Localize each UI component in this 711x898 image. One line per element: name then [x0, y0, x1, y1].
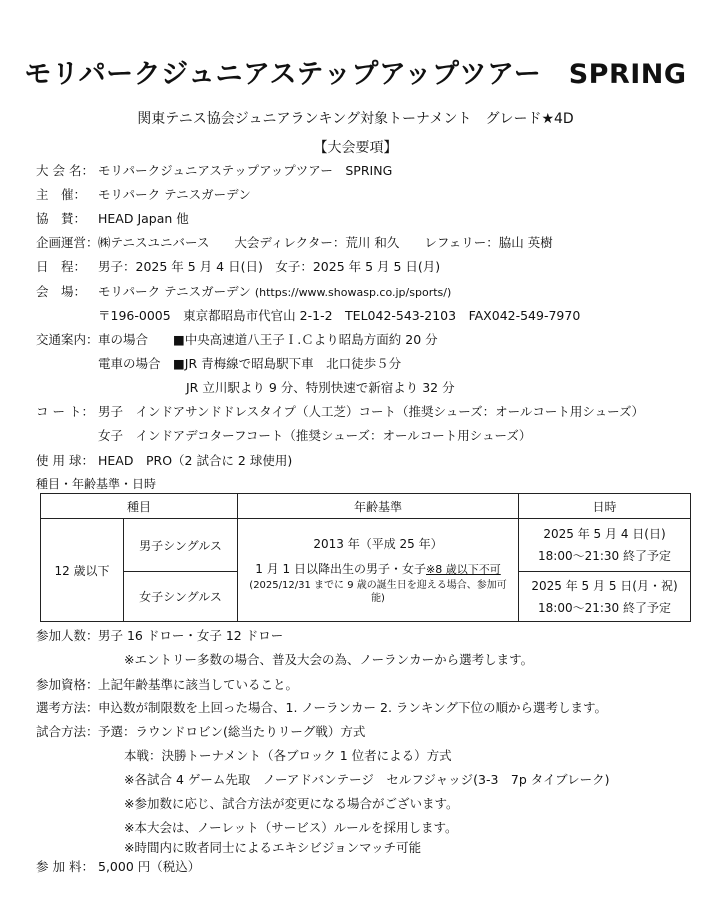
label: 大 会 名： — [36, 163, 94, 178]
row-participants — [36, 628, 283, 644]
label: 試合方法： — [36, 724, 99, 739]
page-title: モリパークジュニアステップアップツアー SPRING — [24, 59, 687, 90]
label: 使 用 球： — [36, 453, 94, 468]
age-rule-text: 1 月 1 日以降出生の男子・女子 — [255, 562, 427, 576]
value: 上記年齢基準に該当していること。 — [98, 677, 299, 692]
event-boys-singles: 男子シングルス — [124, 519, 238, 572]
label: 参 加 料： — [36, 859, 94, 874]
value: モリパーク テニスガーデン — [98, 187, 251, 202]
court-girls: 女子 インドアデコターフコート（推奨シューズ：オールコート用シューズ） — [98, 428, 532, 443]
label: 交通案内： — [36, 332, 99, 347]
value: モリパーク テニスガーデン — [98, 284, 251, 299]
row-fee — [36, 859, 200, 875]
format-main: 本戦：決勝トーナメント（各ブロック 1 位者による）方式 — [124, 748, 452, 763]
value: ㈱テニスユニバース 大会ディレクター：荒川 和久 レフェリー：脇山 英樹 — [98, 235, 553, 250]
age-rule — [238, 560, 518, 579]
label: 選考方法： — [36, 700, 99, 715]
label: 協 賛： — [36, 211, 87, 226]
row-sponsor — [36, 211, 189, 227]
header-age: 年齢基準 — [238, 494, 519, 519]
access-train-2: JR 立川駅より 9 分、特別快速で新宿より 32 分 — [186, 380, 455, 395]
table-row — [41, 519, 691, 572]
section-heading: 【大会要項】 — [313, 140, 398, 156]
age-rule-underlined: ※8 歳以下不可 — [426, 563, 501, 576]
access-car: 車の場合 ■中央高速道八王子Ｉ.Ｃより昭島方面約 20 分 — [98, 332, 438, 347]
age-criteria-cell — [238, 519, 519, 622]
header-event: 種目 — [41, 494, 238, 519]
label: 日 程： — [36, 259, 87, 274]
row-court — [36, 404, 644, 420]
events-heading: 種目・年齢基準・日時 — [36, 477, 157, 491]
format-note: ※各試合 4 ゲーム先取 ノーアドバンテージ セルフジャッジ(3-3 7p タイブレーク) — [124, 772, 610, 787]
row-ball — [36, 453, 292, 469]
value: 申込数が制限数を上回った場合、1. ノーランカー 2. ランキング下位の順から選考します。 — [98, 700, 608, 715]
value: HEAD PRO（2 試合に 2 球使用) — [98, 453, 293, 468]
age-group-cell: 12 歳以下 — [41, 519, 124, 622]
row-schedule — [36, 259, 440, 275]
events-table — [40, 493, 691, 622]
venue-url[interactable]: (https://www.showasp.co.jp/sports/) — [254, 286, 452, 299]
address: 〒196-0005 東京都昭島市代官山 2-1-2 TEL042-543-2103 FAX042-549-7970 — [98, 308, 581, 323]
header-date: 日時 — [519, 494, 691, 519]
row-selection — [36, 700, 607, 716]
girls-time: 18:00～21:30 終了予定 — [538, 600, 671, 615]
format-note: ※本大会は、ノーレット（サービス）ルールを採用します。 — [124, 820, 458, 835]
label: 企画運営： — [36, 235, 99, 250]
value: モリパークジュニアステップアップツアー SPRING — [98, 163, 393, 178]
row-host — [36, 187, 251, 203]
subtitle: 関東テニス協会ジュニアランキング対象トーナメント グレード★4D — [137, 111, 574, 127]
value: 男子 16 ドロー・女子 12 ドロー — [98, 628, 284, 643]
row-eligibility — [36, 677, 298, 693]
row-operation — [36, 235, 553, 251]
court-boys: 男子 インドアサンドドレスタイプ（人工芝）コート（推奨シューズ：オールコート用シューズ） — [98, 404, 645, 419]
value: HEAD Japan 他 — [98, 211, 189, 226]
row-access — [36, 332, 438, 348]
row-venue — [36, 284, 451, 301]
boys-time: 18:00～21:30 終了予定 — [538, 549, 671, 563]
age-year: 2013 年（平成 25 年） — [313, 537, 443, 551]
girls-date-cell — [519, 572, 691, 622]
label: 参加資格： — [36, 677, 99, 692]
age-note: (2025/12/31 までに 9 歳の誕生日を迎える場合、参加可能) — [249, 580, 507, 604]
row-format — [36, 724, 365, 740]
label: 主 催： — [36, 187, 87, 202]
label: コ ー ト： — [36, 404, 94, 419]
boys-date: 2025 年 5 月 4 日(日) — [543, 527, 666, 541]
label: 参加人数： — [36, 628, 99, 643]
format-note: ※参加数に応じ、試合方法が変更になる場合がございます。 — [124, 796, 459, 811]
row-tournament-name — [36, 163, 392, 179]
boys-date-cell — [519, 519, 691, 572]
access-train: 電車の場合 ■JR 青梅線で昭島駅下車 北口徒歩５分 — [98, 356, 402, 371]
value: 5,000 円（税込） — [98, 859, 201, 874]
value: 男子：2025 年 5 月 4 日(日) 女子：2025 年 5 月 5 日(月) — [98, 259, 441, 274]
format-note: ※時間内に敗者同士によるエキシビジョンマッチ可能 — [124, 840, 422, 855]
event-girls-singles: 女子シングルス — [124, 572, 238, 622]
girls-date: 2025 年 5 月 5 日(月・祝) — [531, 578, 678, 593]
format-prelim: 予選：ラウンドロビン(総当たりリーグ戦）方式 — [98, 724, 366, 739]
participants-note: ※エントリー多数の場合、普及大会の為、ノーランカーから選考します。 — [124, 652, 534, 667]
label: 会 場： — [36, 284, 87, 299]
table-header-row — [41, 494, 691, 519]
